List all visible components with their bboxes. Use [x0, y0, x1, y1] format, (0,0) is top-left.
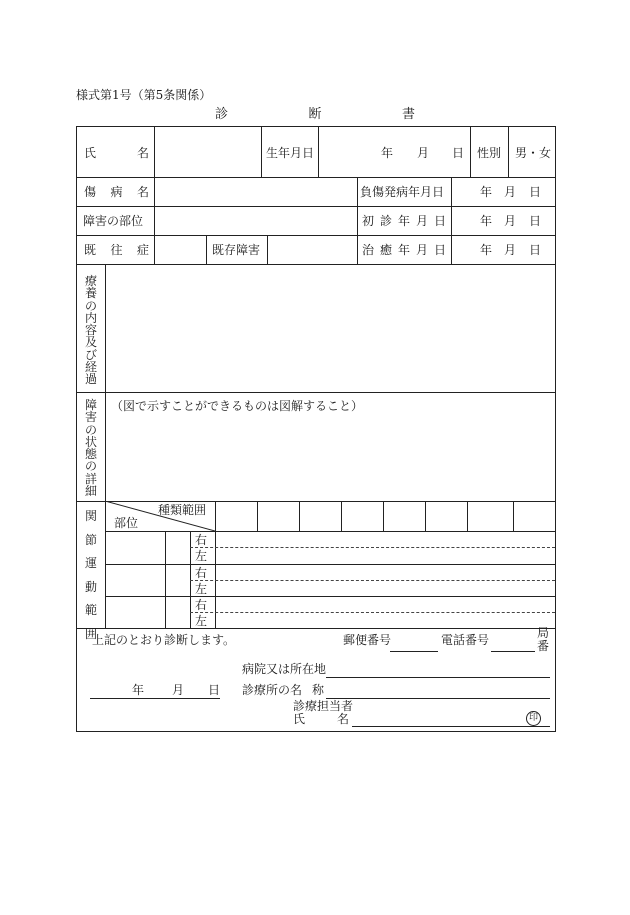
injury-label: 傷 病 名: [84, 185, 149, 199]
disability-detail-label: 障害の状態の詳細: [84, 398, 97, 499]
year-unit: 年: [132, 683, 145, 697]
joint-header-divider: [105, 531, 555, 532]
onset-month-unit: 月: [504, 185, 517, 199]
first-visit-label: 初 診 年 月 日: [362, 214, 446, 228]
right-left-divider: [190, 612, 555, 613]
cell-divider: [206, 235, 207, 264]
cell-divider: [451, 177, 452, 264]
birth-date-label: 生年月日: [266, 146, 315, 160]
month-unit: 月: [172, 683, 185, 697]
label-column-divider: [105, 264, 106, 628]
section-divider: [77, 628, 555, 629]
treatment-label: 療養の内容及び経過: [84, 274, 97, 387]
first-visit-year-unit: 年: [480, 214, 493, 228]
clinic-name-label: 診療所の名 称: [242, 683, 325, 697]
onset-day-unit: 日: [529, 185, 542, 199]
joint-site-header: 部位: [114, 516, 139, 530]
birth-month-unit: 月: [417, 146, 430, 160]
phone-line: [491, 651, 535, 652]
joint-column-divider: [299, 501, 300, 531]
joint-range-label: 関節運動範囲: [84, 509, 97, 641]
joint-sub-divider: [165, 531, 166, 628]
row-divider: [77, 177, 555, 178]
doctor-label-line1: 診療担当者: [293, 699, 354, 713]
medical-history-label: 既 往 症: [84, 243, 149, 257]
sex-label: 性別: [477, 146, 502, 160]
document-title: [215, 103, 415, 122]
cell-divider: [267, 235, 268, 264]
name-label: 氏 名: [84, 146, 149, 160]
cell-divider: [508, 127, 509, 177]
title-char: 書: [401, 107, 415, 122]
cell-divider: [318, 127, 319, 177]
cure-month-unit: 月: [504, 243, 517, 257]
title-char: 診: [215, 107, 229, 122]
certificate-form: [76, 126, 556, 732]
right-label: 右: [195, 566, 208, 580]
joint-type-range-header: 種類範囲: [158, 503, 207, 517]
joint-column-divider: [467, 501, 468, 531]
form-reference: 様式第1号（第5条関係）: [76, 88, 212, 102]
left-label: 左: [195, 614, 208, 628]
clinic-name-line: [326, 698, 550, 699]
doctor-label-line2: 氏 名: [293, 712, 349, 726]
cure-day-unit: 日: [529, 243, 542, 257]
cell-divider: [470, 127, 471, 177]
seal-mark: 印: [526, 711, 541, 726]
cell-divider: [154, 177, 155, 264]
joint-group-divider: [105, 596, 555, 597]
onset-year-unit: 年: [480, 185, 493, 199]
title-char: 断: [308, 107, 322, 122]
joint-column-divider: [257, 501, 258, 531]
existing-disability-label: 既存障害: [212, 243, 261, 257]
left-label: 左: [195, 549, 208, 563]
row-divider: [77, 206, 555, 207]
hospital-address-line: [326, 677, 550, 678]
postal-code-line: [390, 651, 438, 652]
joint-group-divider: [105, 564, 555, 565]
hospital-address-label: 病院又は所在地: [242, 662, 327, 676]
diagram-note: （図で示すことができるものは図解すること）: [111, 399, 364, 413]
onset-date-label: 負傷発病年月日: [360, 185, 445, 199]
postal-code-label: 郵便番号: [343, 633, 392, 647]
right-left-divider: [190, 547, 555, 548]
joint-column-divider: [341, 501, 342, 531]
diagnosis-statement: 上記のとおり診断します。: [92, 633, 236, 647]
cure-year-unit: 年: [480, 243, 493, 257]
left-label: 左: [195, 582, 208, 596]
exchange-label: 局番: [536, 626, 549, 653]
joint-column-divider: [513, 501, 514, 531]
cure-date-label: 治 癒 年 月 日: [362, 243, 446, 257]
cell-divider: [154, 127, 155, 177]
row-divider: [77, 264, 555, 265]
section-divider: [77, 392, 555, 393]
birth-day-unit: 日: [452, 146, 465, 160]
sex-options: 男・女: [515, 146, 552, 160]
doctor-name-line: [352, 726, 550, 727]
first-visit-day-unit: 日: [529, 214, 542, 228]
right-left-divider: [190, 580, 555, 581]
day-unit: 日: [208, 683, 221, 697]
date-line: [90, 698, 220, 699]
cell-divider: [357, 177, 358, 264]
row-divider: [77, 235, 555, 236]
first-visit-month-unit: 月: [504, 214, 517, 228]
right-label: 右: [195, 533, 208, 547]
joint-column-divider: [425, 501, 426, 531]
right-label: 右: [195, 598, 208, 612]
phone-label: 電話番号: [441, 633, 490, 647]
disability-site-label: 障害の部位: [83, 214, 144, 228]
cell-divider: [261, 127, 262, 177]
birth-year-unit: 年: [381, 146, 394, 160]
joint-column-divider: [215, 501, 216, 628]
joint-column-divider: [383, 501, 384, 531]
